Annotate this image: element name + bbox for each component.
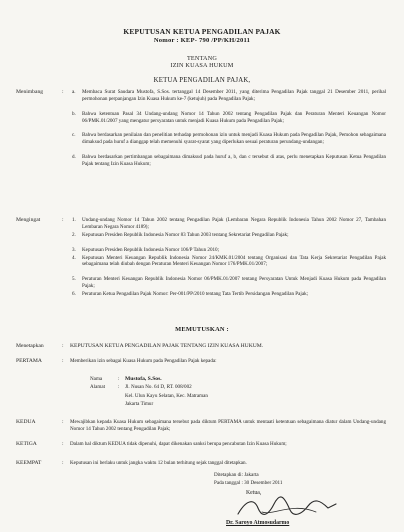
colon: : (62, 89, 64, 95)
mengingat-item-number: 5. (72, 276, 76, 283)
colon: : (62, 217, 64, 223)
menimbang-item-text: Bahwa berdasarkan penilaian dan penelitian terhadap permohonan izin untuk menjadi Kuasa Hukum pada Pengadilan Pajak, Pemohon sebagaimana dimaksud pada huruf a dianggap telah memenuhi syarat-syarat yang diperlukan sesuai peraturan perundang-undangan; (82, 132, 386, 146)
menimbang-item-text: Bahwa ketentuan Pasal 34 Undang-undang Nomor 14 Tahun 2002 tentang Pengadilan Pajak dan Peraturan Menteri Keuangan Nomor 06/PMK.01/2007 yang mengatur persyaratan untuk menjadi Kuasa Hukum pada Pengadilan Pajak; (82, 110, 386, 124)
colon: : (62, 419, 64, 425)
mengingat-item-number: 6. (72, 291, 76, 297)
tentang-label: TENTANG (186, 55, 218, 62)
field-alamat-line1: Jl. Nusan No. 64 D, RT. 008/002 (125, 384, 192, 390)
document-title: KEPUTUSAN KETUA PENGADILAN PAJAK (123, 27, 281, 36)
ketiga-label: KETIGA (16, 441, 37, 447)
field-nama-value: Mustofa, S.Sos. (125, 376, 162, 382)
signatory-name: Dr. Saroyo Atmosudarmo (226, 520, 290, 526)
memutuskan-heading: MEMUTUSKAN : (175, 326, 229, 333)
ketua-closing: Ketua, (246, 490, 262, 496)
mengingat-item-number: 4. (72, 254, 76, 261)
menimbang-item-text: Membaca Surat Saudara Mustofa, S.Sos. tertanggal 14 Desember 2011, yang diterima Pengadilan Pajak tanggal 21 Desember 2011, perihal permohonan perpanjangan Izin Kuasa Hukum ke-7 (ketujuh) pada Pengadilan Pajak; (82, 89, 386, 102)
signature-icon (232, 494, 342, 520)
field-nama-key: Nama (90, 376, 103, 382)
colon: : (62, 460, 64, 466)
ketiga-text: Dalam hal diktum KEDUA tidak dipenuhi, dapat dikenakan sanksi berupa pencabutan Izin Kuasa Hukum; (70, 441, 287, 447)
ditetapkan-di: Ditetapkan di: Jakarta (214, 472, 259, 478)
field-alamat-line2: Kel. Ulun Kayu Selatan, Kec. Matraman (125, 393, 208, 399)
mengingat-item-text: Keputusan Presiden Republik Indonesia Nomor 106/P Tahun 2010; (82, 246, 220, 253)
mengingat-item-text: Peraturan Ketua Pengadilan Pajak Nomor: Per-001/PP/2010 tentang Tata Tertib Persidangan Pengadilan Pajak; (82, 291, 309, 297)
kedua-label: KEDUA (16, 419, 36, 425)
keempat-text: Keputusan ini berlaku untuk jangka waktu 12 bulan terhitung sejak tanggal ditetapkan. (70, 460, 247, 466)
mengingat-label: Mengingat (16, 217, 41, 223)
menimbang-item-number: a. (72, 89, 76, 95)
mengingat-item-text: Undang-undang Nomor 14 Tahun 2002 tentang Pengadilan Pajak (Lembaran Negara Republik Indonesia Tahun 2002 Nomor 27, Tambahan Lembaran Negara Nomor 4189); (82, 217, 386, 230)
menimbang-item-number: c. (72, 132, 76, 139)
colon: : (118, 376, 120, 382)
menetapkan-text: KEPUTUSAN KETUA PENGADILAN PAJAK TENTANG IZIN KUASA HUKUM. (70, 343, 264, 349)
menimbang-label: Menimbang (16, 89, 44, 95)
mengingat-item-text: Keputusan Menteri Keuangan Republik Indonesia Nomor 24/KMK.01/2004 tentang Organisasi dan Tata Kerja Sekretariat Pengadilan Pajak sebagaimana telah diubah dengan Peraturan Menteri Keuangan Nomor 176/PMK.01/2007; (82, 254, 386, 268)
mengingat-item-number: 1. (72, 217, 76, 223)
colon: : (62, 343, 64, 349)
menimbang-item-number: d. (72, 154, 76, 161)
pertama-label: PERTAMA (16, 358, 42, 364)
tanggal-ditetapkan: Pada tanggal : 30 Desember 2011 (214, 480, 283, 486)
decree-subject: IZIN KUASA HUKUM (170, 62, 234, 69)
mengingat-item-text: Peraturan Menteri Keuangan Republik Indonesia Nomor 06/PMK.01/2007 tentang Persyaratan Untuk Menjadi Kuasa Hukum pada Pengadilan Pajak; (82, 276, 386, 290)
decree-number: Nomor : KEP- 790 /PP/KH/2011 (153, 37, 251, 44)
keempat-label: KEEMPAT (16, 460, 42, 466)
field-alamat-line3: Jakarta Timur (125, 401, 154, 407)
colon: : (118, 384, 120, 390)
mengingat-item-number: 2. (72, 231, 76, 238)
pertama-text: Memberikan izin sebagai Kuasa Hukum pada Pengadilan Pajak kepada: (70, 358, 217, 364)
mengingat-item-number: 3. (72, 246, 76, 253)
menetapkan-label: Menetapkan (16, 343, 44, 349)
field-alamat-key: Alamat (90, 384, 105, 390)
menimbang-item-number: b. (72, 110, 76, 117)
colon: : (62, 441, 64, 447)
ketua-heading: KETUA PENGADILAN PAJAK, (153, 77, 251, 84)
menimbang-item-text: Bahwa berdasarkan pertimbangan sebagaimana dimaksud pada huruf a, b, dan c tersebut di atas, perlu menetapkan Keputusan Ketua Pengadilan Pajak tentang Izin Kuasa Hukum; (82, 154, 386, 167)
kedua-text: Mewajibkan kepada Kuasa Hukum sebagaimana tersebut pada diktum PERTAMA untuk mentaati ketentuan sebagaimana diatur dalam Undang-undang Nomor 14 Tahun 2002 tentang Pengadilan Pajak; (70, 419, 386, 432)
mengingat-item-text: Keputusan Presiden Republik Indonesia Nomor 83 Tahun 2003 tentang Sekretariat Pengadilan Pajak; (82, 231, 289, 238)
colon: : (62, 358, 64, 364)
